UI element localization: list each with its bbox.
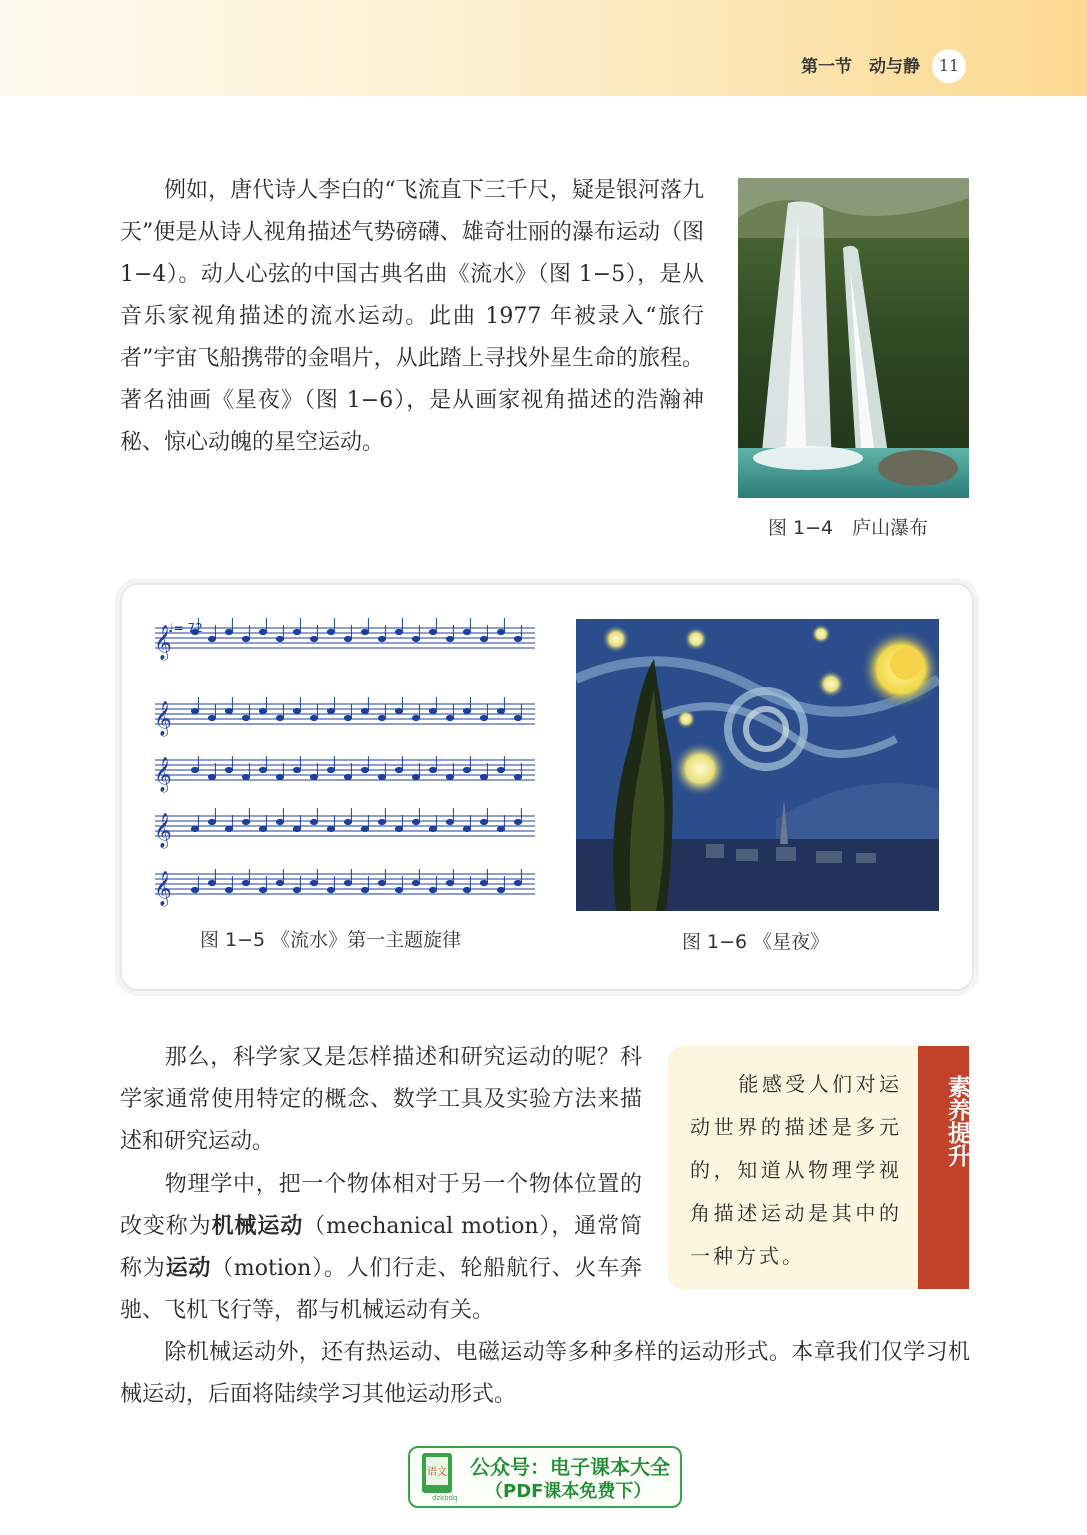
note-head xyxy=(480,715,487,720)
note-head xyxy=(463,708,470,713)
starry-night-illustration xyxy=(576,619,939,911)
paragraph-scientists-text: 那么，科学家又是怎样描述和研究运动的呢？科学家通常使用特定的概念、数学工具及实验方法来描述和研究运动。 xyxy=(120,1045,642,1154)
note-head xyxy=(463,629,470,634)
note-head xyxy=(429,767,436,772)
svg-text:𝄞: 𝄞 xyxy=(154,625,172,660)
note-head xyxy=(344,819,351,824)
note-head xyxy=(514,774,521,779)
note-head xyxy=(191,826,198,831)
note-head xyxy=(276,819,283,824)
note-head xyxy=(497,708,504,713)
note-head xyxy=(242,819,249,824)
note-head xyxy=(327,887,334,892)
term-motion: 运动 xyxy=(165,1256,212,1281)
note-head xyxy=(310,819,317,824)
note-head xyxy=(497,887,504,892)
paragraph-definition xyxy=(120,1164,642,1332)
note-head xyxy=(395,767,402,772)
note-head xyxy=(208,819,215,824)
definition-text-c: （motion）。人们行走、轮船航行、火车奔驰、飞机飞行等，都与机械运动有关。 xyxy=(120,1256,642,1323)
literacy-note-text xyxy=(690,1063,902,1278)
note-head xyxy=(191,887,198,892)
note-head xyxy=(242,774,249,779)
figure-1-5-caption: 图 1−5 《流水》第一主题旋律 xyxy=(200,929,462,951)
note-head xyxy=(378,636,385,641)
note-head xyxy=(293,767,300,772)
note-head xyxy=(276,636,283,641)
note-head xyxy=(191,708,198,713)
note-head xyxy=(429,629,436,634)
music-score xyxy=(150,618,540,910)
definition-text-b: （mechanical motion），通常简称为 xyxy=(120,1214,642,1281)
note-head xyxy=(395,629,402,634)
note-head xyxy=(344,715,351,720)
note-head xyxy=(259,887,266,892)
note-head xyxy=(259,767,266,772)
book-icon xyxy=(418,1451,458,1499)
page-number: 11 xyxy=(932,49,966,83)
note-head xyxy=(208,715,215,720)
section-title: 第一节 动与静 xyxy=(801,57,920,77)
note-head xyxy=(463,887,470,892)
book-icon-label: 语文 xyxy=(427,1467,447,1478)
note-head xyxy=(480,880,487,885)
note-head xyxy=(463,767,470,772)
literacy-note-tab-label: 素养提升 xyxy=(944,1075,970,1167)
starry-night-painting xyxy=(576,619,939,911)
note-head xyxy=(225,887,232,892)
note-head xyxy=(225,629,232,634)
note-head xyxy=(395,826,402,831)
note-head xyxy=(412,774,419,779)
note-head xyxy=(327,767,334,772)
paragraph-other-motions-text: 除机械运动外，还有热运动、电磁运动等多种多样的运动形式。本章我们仅学习机械运动，后面将陆续学习其他运动形式。 xyxy=(120,1340,970,1407)
note-head xyxy=(429,708,436,713)
note-head xyxy=(446,880,453,885)
note-head xyxy=(225,826,232,831)
footer-tag: dzkbdq xyxy=(432,1494,458,1502)
literacy-note-content: 能感受人们对运动世界的描述是多元的，知道从物理学视角描述运动是其中的一种方式。 xyxy=(690,1072,902,1268)
note-head xyxy=(344,774,351,779)
note-head xyxy=(412,819,419,824)
svg-text:𝄞: 𝄞 xyxy=(154,757,172,792)
note-head xyxy=(446,819,453,824)
note-head xyxy=(242,636,249,641)
note-head xyxy=(259,826,266,831)
note-head xyxy=(378,774,385,779)
note-head xyxy=(310,774,317,779)
svg-text:𝄞: 𝄞 xyxy=(154,813,172,848)
note-head xyxy=(446,774,453,779)
term-mechanical-motion: 机械运动 xyxy=(211,1214,304,1239)
note-head xyxy=(497,826,504,831)
note-head xyxy=(293,629,300,634)
note-head xyxy=(310,880,317,885)
note-head xyxy=(361,629,368,634)
paragraph-scientists xyxy=(120,1037,642,1163)
svg-text:𝄞: 𝄞 xyxy=(154,701,172,736)
note-head xyxy=(480,774,487,779)
note-head xyxy=(361,708,368,713)
tempo-mark: ♩= 72 xyxy=(168,621,203,635)
note-head xyxy=(293,887,300,892)
note-head xyxy=(514,715,521,720)
figure-1-4-caption: 图 1−4 庐山瀑布 xyxy=(768,517,929,539)
paragraph-intro xyxy=(120,170,704,464)
note-head xyxy=(293,708,300,713)
note-head xyxy=(276,715,283,720)
note-head xyxy=(395,708,402,713)
note-head xyxy=(327,629,334,634)
note-head xyxy=(378,880,385,885)
note-head xyxy=(276,774,283,779)
note-head xyxy=(310,715,317,720)
note-head xyxy=(242,715,249,720)
footer-line-1: 公众号：电子课本大全 xyxy=(470,1455,670,1479)
note-head xyxy=(208,636,215,641)
note-head xyxy=(259,708,266,713)
waterfall-illustration xyxy=(738,178,969,498)
note-head xyxy=(361,767,368,772)
note-head xyxy=(480,819,487,824)
note-head xyxy=(497,767,504,772)
note-head xyxy=(480,636,487,641)
paragraph-intro-text: 例如，唐代诗人李白的“飞流直下三千尺，疑是银河落九天”便是从诗人视角描述气势磅礴、雄奇壮丽的瀑布运动（图 1−4）。动人心弦的中国古典名曲《流水》（图 1−5），是从音乐家视角描述的流水运动。此曲 1977 年被录入“旅行者”宇宙飞船携带的金唱片，从此踏上寻找外星生命的旅程。著名油画《星夜》（图 1−6），是从画家视角描述的浩瀚神秘、惊心动魄的星空运动。 xyxy=(120,178,704,455)
note-head xyxy=(429,887,436,892)
note-head xyxy=(446,636,453,641)
note-head xyxy=(191,767,198,772)
note-head xyxy=(514,636,521,641)
note-head xyxy=(327,708,334,713)
note-head xyxy=(446,715,453,720)
note-head xyxy=(412,880,419,885)
note-head xyxy=(463,826,470,831)
note-head xyxy=(378,715,385,720)
note-head xyxy=(259,629,266,634)
note-head xyxy=(344,636,351,641)
svg-text:𝄞: 𝄞 xyxy=(154,871,172,906)
footer-line-2: （PDF课本免费下） xyxy=(485,1481,652,1502)
note-head xyxy=(225,708,232,713)
note-head xyxy=(242,880,249,885)
waterfall-photo xyxy=(738,178,969,498)
page-header xyxy=(0,0,1087,96)
note-head xyxy=(497,629,504,634)
note-head xyxy=(276,880,283,885)
note-head xyxy=(361,826,368,831)
note-head xyxy=(293,826,300,831)
note-head xyxy=(514,880,521,885)
note-head xyxy=(412,636,419,641)
note-head xyxy=(225,767,232,772)
note-head xyxy=(344,880,351,885)
note-head xyxy=(429,826,436,831)
note-head xyxy=(514,819,521,824)
note-head xyxy=(208,774,215,779)
note-head xyxy=(361,887,368,892)
note-head xyxy=(208,880,215,885)
note-head xyxy=(310,636,317,641)
note-head xyxy=(378,819,385,824)
music-score-illustration xyxy=(150,618,540,910)
note-head xyxy=(395,887,402,892)
figure-1-6-caption: 图 1−6 《星夜》 xyxy=(682,931,830,953)
note-head xyxy=(327,826,334,831)
paragraph-other-motions xyxy=(120,1332,970,1416)
note-head xyxy=(412,715,419,720)
definition-text-a: 物理学中，把一个物体相对于另一个物体位置的改变称为 xyxy=(120,1172,642,1239)
